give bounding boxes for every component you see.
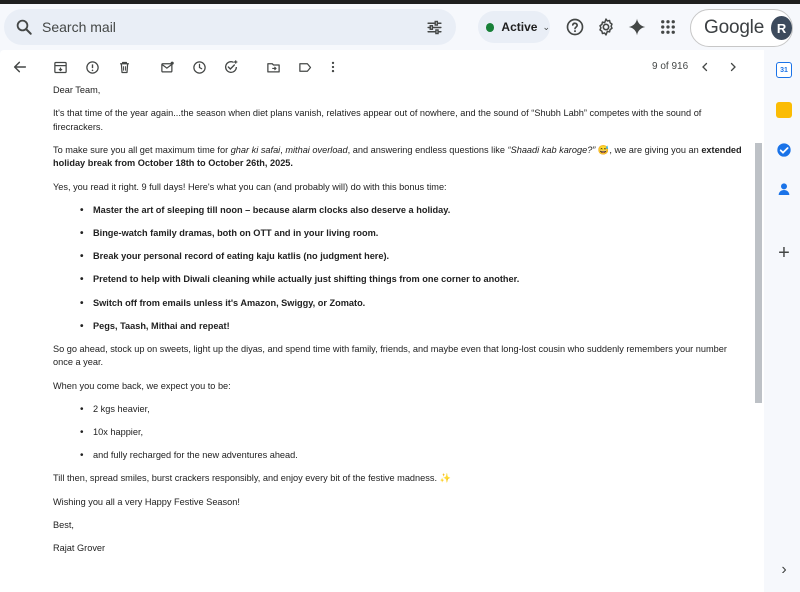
label-icon[interactable] (293, 55, 317, 79)
text-run: , and answering endless questions like (347, 144, 508, 155)
contacts-icon[interactable] (776, 181, 792, 197)
list-item: • 2 kgs heavier, (53, 403, 743, 417)
text-run: , (280, 144, 286, 155)
expectation-list (53, 403, 743, 463)
list-item: • Switch off from emails unless it's Amazon, Swiggy, or Zomato. (53, 297, 743, 311)
emoji: 😅 (595, 144, 610, 155)
email-paragraph: When you come back, we expect you to be: (53, 380, 231, 391)
message-toolbar (0, 50, 764, 84)
add-to-tasks-icon[interactable] (219, 55, 243, 79)
archive-icon[interactable] (48, 55, 72, 79)
search-icon[interactable] (6, 9, 42, 45)
move-to-icon[interactable] (261, 55, 285, 79)
search-input[interactable] (42, 19, 412, 35)
newer-chevron-icon[interactable] (693, 55, 717, 79)
email-paragraph: It's that time of the year again...the season when diet plans vanish, relatives appear out of nowhere, and the sound of “Shubh Labh” competes with the sound of firecrackers. (53, 108, 702, 132)
email-greeting: Dear Team, (53, 85, 101, 95)
list-item: • Break your personal record of eating kaju katlis (no judgment here). (53, 250, 743, 264)
italic-text: “Shaadi kab karoge?” (507, 144, 596, 155)
pagination-count: 9 of 916 (652, 61, 689, 72)
list-item: • Pegs, Taash, Mithai and repeat! (53, 320, 743, 334)
snooze-icon[interactable] (187, 55, 211, 79)
older-chevron-icon[interactable] (721, 55, 745, 79)
list-item: • 10x happier, (53, 426, 743, 440)
help-icon[interactable] (562, 14, 588, 40)
italic-text: mithai overload (285, 144, 348, 155)
search-options-icon[interactable] (422, 15, 446, 39)
bold-text: extended holiday break from October 18th to October 26th, 2025. (53, 144, 742, 169)
report-spam-icon[interactable] (80, 55, 104, 79)
tasks-icon[interactable] (776, 142, 792, 158)
text-run: To make sure you all get maximum time for (53, 144, 231, 155)
email-paragraph: Wishing you all a very Happy Festive Season! (53, 496, 240, 507)
chevron-down-icon: ⌄ (542, 21, 550, 32)
email-body (53, 84, 743, 565)
keep-icon[interactable] (776, 102, 792, 118)
avatar[interactable]: R (771, 16, 792, 40)
add-addon-icon[interactable]: + (778, 241, 790, 264)
list-item: • Pretend to help with Diwali cleaning while actually just shifting things from one corner to another. (53, 273, 743, 287)
account-switcher[interactable] (690, 9, 793, 47)
list-item: • and fully recharged for the new adventures ahead. (53, 449, 743, 463)
email-paragraph: So go ahead, stock up on sweets, light up the diyas, and spend time with family, friends, and maybe even that long-lost cousin who suddenly remembers your number once a year. (53, 343, 727, 368)
message-pane (0, 50, 764, 592)
email-paragraph (53, 144, 743, 171)
back-arrow-icon[interactable] (8, 55, 32, 79)
email-signoff: Best, (53, 519, 74, 530)
italic-text: ghar ki safai (230, 144, 281, 155)
more-vert-icon[interactable] (321, 55, 345, 79)
status-dot (486, 23, 494, 32)
calendar-icon[interactable]: 31 (776, 62, 792, 78)
delete-icon[interactable] (112, 55, 136, 79)
scrollbar-thumb[interactable] (755, 143, 762, 403)
expand-panel-icon[interactable]: › (781, 561, 787, 578)
status-selector[interactable] (478, 11, 550, 43)
email-paragraph: Yes, you read it right. 9 full days! Here's what you can (and probably will) do with this bonus time: (53, 181, 447, 192)
status-label: Active (501, 20, 538, 34)
side-panel (764, 50, 800, 592)
list-item: • Master the art of sleeping till noon – because alarm clocks also deserve a holiday. (53, 204, 743, 218)
email-paragraph: Till then, spread smiles, burst crackers responsibly, and enjoy every bit of the festive madness. ✨ (53, 473, 451, 484)
gear-icon[interactable] (593, 14, 619, 40)
text-run: , we are giving you an (609, 144, 702, 155)
scrollbar[interactable] (755, 143, 763, 403)
email-signature: Rajat Grover (53, 542, 106, 553)
search-bar[interactable] (4, 9, 456, 45)
mark-unread-icon[interactable] (155, 55, 179, 79)
google-logo: Google (704, 17, 765, 38)
header (0, 4, 800, 50)
activity-list (53, 204, 743, 333)
list-item: • Binge-watch family dramas, both on OTT and in your living room. (53, 227, 743, 241)
sparkle-icon[interactable] (624, 14, 650, 40)
apps-grid-icon[interactable] (655, 14, 681, 40)
